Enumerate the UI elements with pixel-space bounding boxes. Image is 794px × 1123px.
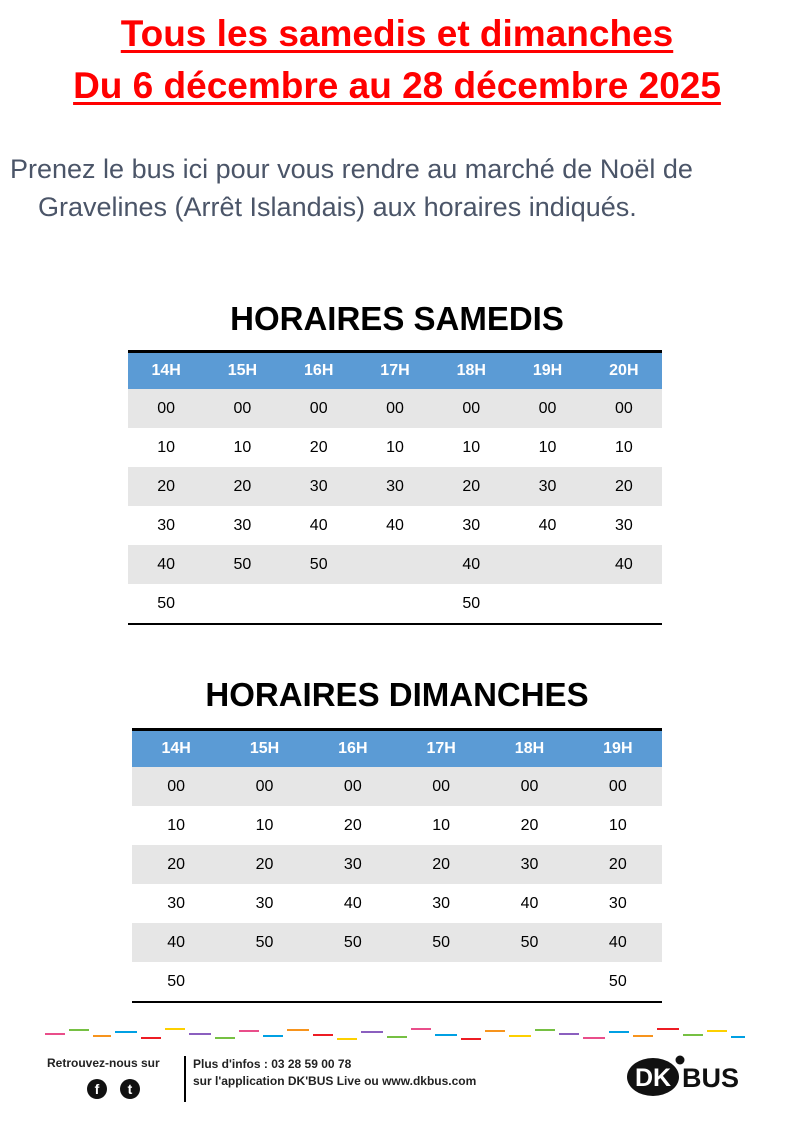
hour-header: 16H [281,352,357,390]
minute-cell [357,545,433,584]
minute-cell [397,962,485,1002]
minute-cell: 50 [281,545,357,584]
minute-cell: 00 [357,389,433,428]
table-row [132,884,662,923]
hour-header: 18H [433,352,509,390]
footer-app-info: sur l'application DK'BUS Live ou www.dkbus.com [193,1074,477,1088]
minute-cell: 50 [128,584,204,624]
minute-cell: 00 [509,389,585,428]
sunday-timetable [132,728,662,1003]
minute-cell: 40 [357,506,433,545]
minute-cell: 40 [433,545,509,584]
minute-cell: 30 [357,467,433,506]
minute-cell: 20 [433,467,509,506]
minute-cell [220,962,308,1002]
logo-bus-text: BUS [682,1063,740,1093]
follow-us-label: Retrouvez-nous sur [47,1056,160,1070]
minute-cell [485,962,573,1002]
hour-header: 15H [220,730,308,768]
minute-cell: 30 [132,884,220,923]
minute-cell: 10 [132,806,220,845]
minute-cell: 10 [586,428,662,467]
hour-header: 14H [132,730,220,768]
table-row [132,806,662,845]
minute-cell: 10 [357,428,433,467]
minute-cell: 50 [574,962,662,1002]
minute-cell: 50 [433,584,509,624]
table-row [128,428,662,467]
minute-cell: 00 [574,767,662,806]
minute-cell [509,584,585,624]
logo-dk-text: DK [634,1064,672,1092]
minute-cell: 40 [574,923,662,962]
minute-cell: 00 [132,767,220,806]
minute-cell: 50 [220,923,308,962]
intro-line-1: Prenez le bus ici pour vous rendre au marché de Noël de [10,154,693,184]
minute-cell: 30 [509,467,585,506]
minute-cell: 10 [509,428,585,467]
minute-cell: 30 [220,884,308,923]
minute-cell: 10 [128,428,204,467]
table-header-row [132,730,662,768]
hour-header: 17H [357,352,433,390]
intro-text [10,150,693,226]
hour-header: 18H [485,730,573,768]
minute-cell: 30 [574,884,662,923]
minute-cell: 40 [309,884,397,923]
page-title-line-2: Du 6 décembre au 28 décembre 2025 [73,65,721,106]
minute-cell [586,584,662,624]
minute-cell: 10 [220,806,308,845]
minute-cell: 20 [309,806,397,845]
minute-cell: 20 [132,845,220,884]
minute-cell: 40 [132,923,220,962]
minute-cell [204,584,280,624]
minute-cell: 50 [204,545,280,584]
minute-cell: 00 [397,767,485,806]
minute-cell: 50 [397,923,485,962]
minute-cell [281,584,357,624]
table-row [128,545,662,584]
hour-header: 19H [574,730,662,768]
intro-line-2: Gravelines (Arrêt Islandais) aux horaires indiqués. [38,192,637,222]
facebook-icon[interactable]: f [87,1079,107,1099]
sunday-heading: HORAIRES DIMANCHES [205,676,589,713]
minute-cell: 30 [433,506,509,545]
table-row [132,962,662,1002]
minute-cell: 20 [128,467,204,506]
minute-cell [309,962,397,1002]
hour-header: 17H [397,730,485,768]
minute-cell: 00 [128,389,204,428]
minute-cell: 00 [204,389,280,428]
minute-cell [509,545,585,584]
minute-cell: 20 [281,428,357,467]
twitter-icon[interactable]: t [120,1079,140,1099]
minute-cell: 30 [128,506,204,545]
table-row [128,467,662,506]
minute-cell: 20 [485,806,573,845]
minute-cell: 20 [586,467,662,506]
minute-cell: 30 [309,845,397,884]
minute-cell: 20 [574,845,662,884]
minute-cell: 10 [574,806,662,845]
minute-cell: 30 [281,467,357,506]
table-row [128,389,662,428]
minute-cell: 40 [509,506,585,545]
hour-header: 16H [309,730,397,768]
minute-cell: 00 [433,389,509,428]
hour-header: 15H [204,352,280,390]
minute-cell: 40 [281,506,357,545]
saturday-timetable [128,350,662,625]
table-row [128,506,662,545]
minute-cell: 20 [220,845,308,884]
minute-cell: 50 [132,962,220,1002]
minute-cell: 00 [281,389,357,428]
table-row [132,923,662,962]
minute-cell [357,584,433,624]
page-title-line-1: Tous les samedis et dimanches [120,13,674,54]
minute-cell: 00 [220,767,308,806]
minute-cell: 30 [485,845,573,884]
minute-cell: 30 [397,884,485,923]
hour-header: 14H [128,352,204,390]
hour-header: 20H [586,352,662,390]
minute-cell: 50 [309,923,397,962]
table-row [128,584,662,624]
table-header-row [128,352,662,390]
minute-cell: 00 [586,389,662,428]
footer-info [193,1056,476,1090]
minute-cell: 30 [586,506,662,545]
hour-header: 19H [509,352,585,390]
minute-cell: 20 [397,845,485,884]
minute-cell: 20 [204,467,280,506]
minute-cell: 30 [204,506,280,545]
footer-divider [184,1056,186,1102]
minute-cell: 00 [485,767,573,806]
minute-cell: 10 [204,428,280,467]
table-row [132,845,662,884]
color-dash-divider [45,1026,745,1042]
minute-cell: 40 [128,545,204,584]
saturday-heading: HORAIRES SAMEDIS [230,300,564,337]
minute-cell: 00 [309,767,397,806]
minute-cell: 50 [485,923,573,962]
dkbus-logo [626,1050,744,1098]
minute-cell: 10 [433,428,509,467]
minute-cell: 40 [485,884,573,923]
footer-phone: Plus d'infos : 03 28 59 00 78 [193,1057,352,1071]
minute-cell: 40 [586,545,662,584]
table-row [132,767,662,806]
minute-cell: 10 [397,806,485,845]
